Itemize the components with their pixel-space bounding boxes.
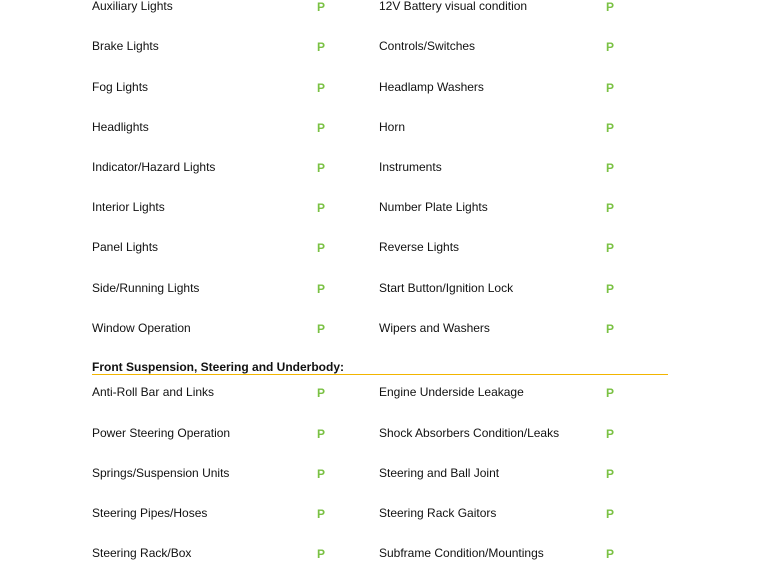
item-label: Indicator/Hazard Lights — [92, 160, 216, 174]
checklist-row — [0, 120, 759, 140]
pass-indicator: P — [317, 0, 326, 14]
pass-indicator: P — [317, 241, 326, 255]
item-label: Engine Underside Leakage — [379, 385, 524, 399]
pass-indicator: P — [606, 40, 615, 54]
pass-indicator: P — [606, 282, 615, 296]
item-label: Number Plate Lights — [379, 200, 488, 214]
pass-indicator: P — [606, 161, 615, 175]
checklist-row — [0, 160, 759, 180]
item-label: Wipers and Washers — [379, 321, 490, 335]
pass-indicator: P — [606, 507, 615, 521]
pass-indicator: P — [606, 547, 615, 561]
pass-indicator: P — [606, 81, 615, 95]
pass-indicator: P — [317, 282, 326, 296]
item-label: Brake Lights — [92, 39, 159, 53]
checklist-row — [0, 200, 759, 220]
checklist-row — [0, 281, 759, 301]
pass-indicator: P — [317, 201, 326, 215]
item-label: Fog Lights — [92, 80, 149, 94]
checklist-row — [0, 385, 759, 405]
pass-indicator: P — [317, 40, 326, 54]
pass-indicator: P — [606, 322, 615, 336]
item-label: Instruments — [379, 160, 442, 174]
item-label: Steering Rack Gaitors — [379, 506, 497, 520]
pass-indicator: P — [606, 0, 615, 14]
pass-indicator: P — [606, 201, 615, 215]
pass-indicator: P — [606, 241, 615, 255]
item-label: Window Operation — [92, 321, 191, 335]
item-label: Controls/Switches — [379, 39, 476, 53]
item-label: Steering Rack/Box — [92, 546, 192, 560]
section-heading: Front Suspension, Steering and Underbody: — [92, 360, 345, 374]
item-label: Springs/Suspension Units — [92, 466, 230, 480]
checklist-row — [0, 80, 759, 100]
checklist-row — [0, 321, 759, 341]
checklist-row — [0, 240, 759, 260]
item-label: Interior Lights — [92, 200, 165, 214]
pass-indicator: P — [317, 121, 326, 135]
item-label: Subframe Condition/Mountings — [379, 546, 544, 560]
pass-indicator: P — [606, 467, 615, 481]
item-label: Horn — [379, 120, 406, 134]
pass-indicator: P — [606, 386, 615, 400]
checklist-row — [0, 466, 759, 486]
item-label: Panel Lights — [92, 240, 159, 254]
item-label: 12V Battery visual condition — [379, 0, 528, 13]
pass-indicator: P — [317, 507, 326, 521]
pass-indicator: P — [317, 322, 326, 336]
checklist-row — [0, 426, 759, 446]
item-label: Steering and Ball Joint — [379, 466, 500, 480]
pass-indicator: P — [317, 467, 326, 481]
item-label: Start Button/Ignition Lock — [379, 281, 514, 295]
item-label: Steering Pipes/Hoses — [92, 506, 208, 520]
checklist-row — [0, 39, 759, 59]
item-label: Reverse Lights — [379, 240, 460, 254]
pass-indicator: P — [317, 386, 326, 400]
item-label: Headlights — [92, 120, 149, 134]
item-label: Power Steering Operation — [92, 426, 231, 440]
pass-indicator: P — [606, 427, 615, 441]
pass-indicator: P — [317, 81, 326, 95]
section-divider — [92, 374, 668, 375]
pass-indicator: P — [606, 121, 615, 135]
pass-indicator: P — [317, 547, 326, 561]
item-label: Auxiliary Lights — [92, 0, 173, 13]
item-label: Shock Absorbers Condition/Leaks — [379, 426, 560, 440]
item-label: Side/Running Lights — [92, 281, 200, 295]
pass-indicator: P — [317, 161, 326, 175]
pass-indicator: P — [317, 427, 326, 441]
checklist-row — [0, 546, 759, 566]
item-label: Headlamp Washers — [379, 80, 484, 94]
checklist-row — [0, 0, 759, 19]
item-label: Anti-Roll Bar and Links — [92, 385, 215, 399]
checklist-row — [0, 506, 759, 526]
